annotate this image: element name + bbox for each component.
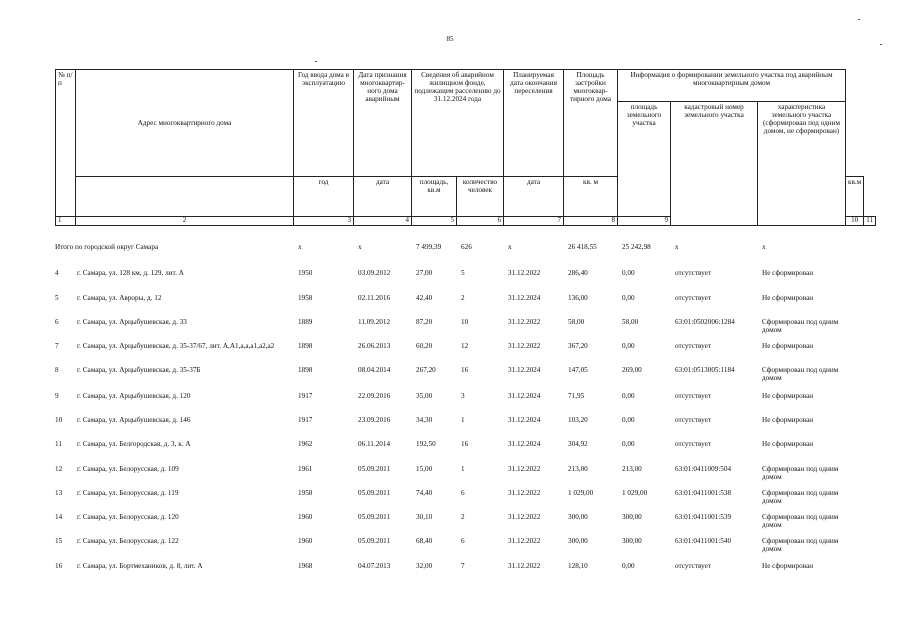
row-land-status: Не сформирован <box>762 269 814 277</box>
row-people: 7 <box>461 562 465 570</box>
row-land-status: Не сформирован <box>762 342 814 350</box>
row-land-status: Не сформирован <box>762 440 814 448</box>
total-label: Итого по городской округ Самара <box>55 243 159 251</box>
row-area: 42,40 <box>416 294 433 302</box>
row-land-area: 1 029,00 <box>622 489 648 497</box>
row-emergency-date: 08.04.2014 <box>358 366 391 374</box>
row-land-status: Сформирован под одним домом <box>762 537 839 554</box>
row-planned-date: 31.12.2024 <box>508 366 541 374</box>
column-number: 7 <box>504 217 564 226</box>
row-emergency-date: 05.09.2011 <box>358 537 391 545</box>
unit-people: количество человек <box>457 177 504 217</box>
row-planned-date: 31.12.2024 <box>508 440 541 448</box>
row-number: 16 <box>55 562 63 570</box>
header-land-area: площадь земельного участка <box>618 102 671 217</box>
unit-empty <box>76 177 294 217</box>
column-number: 8 <box>564 217 618 226</box>
row-area: 87,20 <box>416 318 433 326</box>
row-year-built: 1917 <box>298 392 313 400</box>
row-emergency-date: 11.09.2012 <box>358 318 391 326</box>
total-cadastral: x <box>675 243 679 251</box>
row-building-area: 147,05 <box>568 366 588 374</box>
row-people: 10 <box>461 318 469 326</box>
row-number: 10 <box>55 416 63 424</box>
header-emergency-date: Дата признания многоквартир-ного дома аварийным <box>354 70 412 177</box>
column-number: 1 <box>56 217 76 226</box>
row-emergency-date: 23.09.2016 <box>358 416 391 424</box>
row-building-area: 58,00 <box>568 318 585 326</box>
row-building-area: 128,10 <box>568 562 588 570</box>
row-number: 6 <box>55 318 59 326</box>
row-cadastral-number: отсутствует <box>675 294 711 302</box>
total-area: 7 499,39 <box>416 243 442 251</box>
row-address: г. Самара, ул. Белорусская, д. 119 <box>77 489 179 497</box>
row-land-area: 300,00 <box>622 513 642 521</box>
row-number: 15 <box>55 537 63 545</box>
row-building-area: 367,20 <box>568 342 588 350</box>
row-planned-date: 31.12.2022 <box>508 342 541 350</box>
row-number: 4 <box>55 269 59 277</box>
row-people: 2 <box>461 294 465 302</box>
row-area: 60,20 <box>416 342 433 350</box>
row-people: 16 <box>461 366 469 374</box>
unit-date: дата <box>354 177 412 217</box>
row-address: г. Самара, ул. Белорусская, д. 120 <box>77 513 179 521</box>
row-cadastral-number: 63:01:0411001:539 <box>675 513 732 521</box>
row-area: 267,20 <box>416 366 436 374</box>
row-land-area: 269,00 <box>622 366 642 374</box>
row-number: 13 <box>55 489 63 497</box>
row-year-built: 1898 <box>298 366 313 374</box>
row-building-area: 286,40 <box>568 269 588 277</box>
total-build-area: 26 418,55 <box>568 243 597 251</box>
header-land-status: характеристика земельного участка (сформирован под одним домом, не сформирован) <box>758 102 846 226</box>
row-cadastral-number: отсутствует <box>675 269 711 277</box>
row-building-area: 304,92 <box>568 440 588 448</box>
row-cadastral-number: 63:01:0411009:504 <box>675 465 732 473</box>
total-land-area: 25 242,98 <box>622 243 651 251</box>
housing-table-header <box>55 69 876 226</box>
row-year-built: 1960 <box>298 513 313 521</box>
row-year-built: 1960 <box>298 537 313 545</box>
row-number: 5 <box>55 294 59 302</box>
row-address: г. Самара, ул. Арцыбушевская, д. 146 <box>77 416 191 424</box>
row-land-status: Не сформирован <box>762 392 814 400</box>
row-area: 74,40 <box>416 489 433 497</box>
row-emergency-date: 05.09.2011 <box>358 489 391 497</box>
row-address: г. Самара, ул. 128 км, д. 129, лит. А <box>77 269 184 277</box>
scan-speck <box>880 44 882 45</box>
row-area: 68,40 <box>416 537 433 545</box>
row-year-built: 1950 <box>298 269 313 277</box>
header-planned-date: Планируемая дата окончания переселения <box>504 70 564 177</box>
row-area: 192,50 <box>416 440 436 448</box>
row-people: 1 <box>461 465 465 473</box>
row-land-status: Сформирован под одним домом <box>762 318 839 335</box>
row-building-area: 300,00 <box>568 513 588 521</box>
unit-sqm: кв. м <box>564 177 618 217</box>
row-year-built: 1917 <box>298 416 313 424</box>
scan-speck <box>315 61 317 62</box>
row-people: 12 <box>461 342 469 350</box>
row-planned-date: 31.12.2024 <box>508 416 541 424</box>
row-people: 2 <box>461 513 465 521</box>
row-cadastral-number: отсутствует <box>675 416 711 424</box>
row-building-area: 1 029,00 <box>568 489 594 497</box>
row-emergency-date: 22.09.2016 <box>358 392 391 400</box>
row-year-built: 1898 <box>298 342 313 350</box>
row-area: 32,00 <box>416 562 433 570</box>
row-address: г. Самара, ул. Авроры, д. 12 <box>77 294 162 302</box>
row-people: 3 <box>461 392 465 400</box>
row-address: г. Самара, ул. Бортмехаников, д. 8, лит. А <box>77 562 203 570</box>
row-planned-date: 31.12.2022 <box>508 489 541 497</box>
unit-land-sqm: кв.м <box>846 177 864 217</box>
row-cadastral-number: отсутствует <box>675 392 711 400</box>
row-planned-date: 31.12.2022 <box>508 318 541 326</box>
row-address: г. Самара, ул. Арцыбушевская, д. 120 <box>77 392 191 400</box>
row-planned-date: 31.12.2024 <box>508 294 541 302</box>
column-number: 3 <box>294 217 354 226</box>
header-building-area: Площадь застройки многоквар-тирного дома <box>564 70 618 177</box>
row-area: 15,00 <box>416 465 433 473</box>
row-planned-date: 31.12.2022 <box>508 513 541 521</box>
row-area: 27,00 <box>416 269 433 277</box>
total-status: x <box>762 243 766 251</box>
row-address: г. Самара, ул. Арцыбушевская, д. 35-37Б <box>77 366 201 374</box>
total-date: x <box>358 243 362 251</box>
row-land-status: Сформирован под одним домом <box>762 489 839 506</box>
total-people: 626 <box>461 243 472 251</box>
row-land-status: Сформирован под одним домом <box>762 513 839 530</box>
row-land-status: Не сформирован <box>762 416 814 424</box>
row-emergency-date: 02.11.2016 <box>358 294 391 302</box>
row-land-status: Сформирован под одним домом <box>762 366 839 383</box>
row-year-built: 1889 <box>298 318 313 326</box>
row-cadastral-number: отсутствует <box>675 440 711 448</box>
row-land-area: 0,00 <box>622 294 635 302</box>
row-emergency-date: 06.11.2014 <box>358 440 391 448</box>
row-number: 11 <box>55 440 62 448</box>
row-emergency-date: 26.06.2013 <box>358 342 391 350</box>
row-cadastral-number: 63:01:0502006:1284 <box>675 318 735 326</box>
row-area: 30,10 <box>416 513 433 521</box>
row-building-area: 300,00 <box>568 537 588 545</box>
row-land-area: 0,00 <box>622 392 635 400</box>
column-number: 4 <box>354 217 412 226</box>
row-year-built: 1961 <box>298 465 313 473</box>
row-people: 5 <box>461 269 465 277</box>
row-land-area: 0,00 <box>622 269 635 277</box>
row-year-built: 1962 <box>298 440 313 448</box>
header-number: № п/п <box>56 70 76 217</box>
column-number: 9 <box>618 217 671 226</box>
column-number: 6 <box>457 217 504 226</box>
row-land-area: 0,00 <box>622 562 635 570</box>
row-emergency-date: 05.09.2011 <box>358 465 391 473</box>
row-planned-date: 31.12.2024 <box>508 392 541 400</box>
row-address: г. Самара, ул. Арцыбушевская, д. 35-37/67, лит. А,А1,а,а,а1,а2,а2 <box>77 342 275 350</box>
unit-year: год <box>294 177 354 217</box>
row-year-built: 1968 <box>298 562 313 570</box>
row-cadastral-number: отсутствует <box>675 342 711 350</box>
row-address: г. Самара, ул. Белорусская, д. 109 <box>77 465 179 473</box>
column-number: 11 <box>864 217 876 226</box>
row-number: 14 <box>55 513 63 521</box>
row-cadastral-number: 63:01:0513005:1184 <box>675 366 735 374</box>
row-people: 16 <box>461 440 469 448</box>
row-planned-date: 31.12.2022 <box>508 269 541 277</box>
row-cadastral-number: 63:01:0411001:540 <box>675 537 732 545</box>
header-cadastral-number: кадастровый номер земельного участка <box>671 102 758 226</box>
header-address: Адрес многоквартирного дома <box>76 70 294 177</box>
row-year-built: 1958 <box>298 294 313 302</box>
unit-plan-date: дата <box>504 177 564 217</box>
row-address: г. Самара, ул. Белорусская, д. 122 <box>77 537 179 545</box>
row-building-area: 213,00 <box>568 465 588 473</box>
row-number: 8 <box>55 366 59 374</box>
column-number: 2 <box>76 217 294 226</box>
row-cadastral-number: отсутствует <box>675 562 711 570</box>
row-building-area: 103,20 <box>568 416 588 424</box>
row-planned-date: 31.12.2022 <box>508 562 541 570</box>
row-number: 12 <box>55 465 63 473</box>
row-land-status: Не сформирован <box>762 294 814 302</box>
total-year: x <box>298 243 302 251</box>
scan-speck <box>858 19 860 20</box>
row-cadastral-number: 63:01:0411001:538 <box>675 489 732 497</box>
row-emergency-date: 03.09.2012 <box>358 269 391 277</box>
row-land-status: Не сформирован <box>762 562 814 570</box>
row-planned-date: 31.12.2022 <box>508 465 541 473</box>
page-number: 85 <box>446 35 454 43</box>
row-land-area: 0,00 <box>622 440 635 448</box>
unit-area: площадь, кв.м <box>412 177 457 217</box>
row-year-built: 1958 <box>298 489 313 497</box>
row-emergency-date: 05.09.2011 <box>358 513 391 521</box>
total-plan: x <box>508 243 512 251</box>
row-land-area: 0,00 <box>622 416 635 424</box>
row-land-area: 58,00 <box>622 318 639 326</box>
row-people: 6 <box>461 537 465 545</box>
row-land-area: 213,00 <box>622 465 642 473</box>
row-building-area: 71,95 <box>568 392 585 400</box>
header-land-info: Информация о формировании земельного участка под аварийным многоквартирным домом <box>618 70 846 102</box>
row-area: 35,00 <box>416 392 433 400</box>
row-address: г. Самара, ул. Белгородская, д. 3, к. А <box>77 440 191 448</box>
row-address: г. Самара, ул. Арцыбушевская, д. 33 <box>77 318 187 326</box>
row-area: 34,30 <box>416 416 433 424</box>
row-planned-date: 31.12.2022 <box>508 537 541 545</box>
row-emergency-date: 04.07.2013 <box>358 562 391 570</box>
row-building-area: 136,00 <box>568 294 588 302</box>
column-number: 5 <box>412 217 457 226</box>
row-land-area: 0,00 <box>622 342 635 350</box>
row-number: 7 <box>55 342 59 350</box>
row-number: 9 <box>55 392 59 400</box>
row-land-area: 300,00 <box>622 537 642 545</box>
header-year-built: Год ввода дома в эксплуатацию <box>294 70 354 177</box>
header-emergency-fund: Сведения об аварийном жилищном фонде, подлежащем расселению до 31.12.2024 года <box>412 70 504 177</box>
column-number: 10 <box>846 217 864 226</box>
row-people: 1 <box>461 416 465 424</box>
row-land-status: Сформирован под одним домом <box>762 465 839 482</box>
row-people: 6 <box>461 489 465 497</box>
